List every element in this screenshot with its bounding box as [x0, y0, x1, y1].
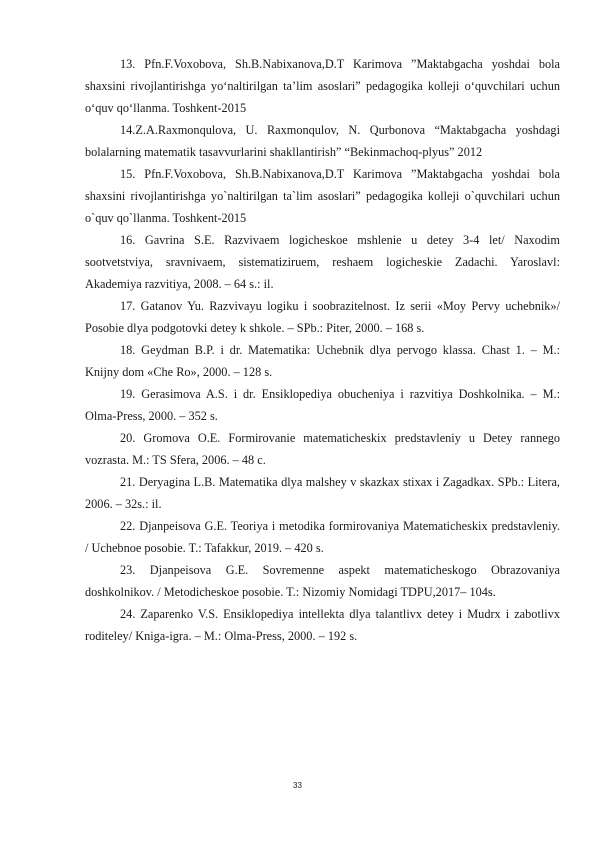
reference-item-23: 23. Djanpeisova G.E. Sovremenne aspekt matematicheskogo Obrazovaniya doshkolnikov. / Metodicheskoe posobie. T.: Nizomiy Nomidagi TDPU,2017– 104s.	[85, 563, 560, 599]
reference-item-14: 14.Z.A.Raxmonqulova, U. Raxmonqulov, N. Qurbonova “Maktabgacha yoshdagi bolalarning matematik tasavvurlarini shakllantirish” “Bekinmachoq-plyus” 2012	[85, 123, 560, 159]
reference-item-17: 17. Gatanov Yu. Razvivayu logiku i soobrazitelnost. Iz serii «Moy Pervy uchebnik»/ Posobie dlya podgotovki detey k shkole. – SPb.: Piter, 2000. – 168 s.	[85, 299, 560, 335]
reference-item-16: 16. Gavrina S.E. Razvivaem logicheskoe mshlenie u detey 3-4 let/ Naxodim sootvetstviya, sravnivaem, sistematiziruem, reshaem logicheskie Zadachi. Yaroslavl: Akademiya razvitiya, 2008. – 64 s.: il.	[85, 233, 560, 291]
reference-item-24: 24. Zaparenko V.S. Ensiklopediya intellekta dlya talantlivx detey i Mudrx i zabotlivx roditeley/ Kniga-igra. – M.: Olma-Press, 2000. – 192 s.	[85, 607, 560, 643]
reference-item-22: 22. Djanpeisova G.E. Teoriya i metodika formirovaniya Matematicheskix predstavleniy. / Uchebnoe posobie. T.: Tafakkur, 2019. – 420 s.	[85, 519, 560, 555]
reference-item-21: 21. Deryagina L.B. Matematika dlya malshey v skazkax stixax i Zagadkax. SPb.: Litera, 2006. – 32s.: il.	[85, 475, 560, 511]
reference-list	[85, 53, 560, 647]
reference-item-15: 15. Pfn.F.Voxobova, Sh.B.Nabixanova,D.T Karimova ”Maktabgacha yoshdai bola shaxsini rivojlantirishga yo`naltirilgan ta`lim asoslari” pedagogika kolleji o`quvchilari uchun o`quv qo`llanma. Toshkent-2015	[85, 167, 560, 225]
page-number: 33	[293, 781, 302, 790]
reference-item-13: 13. Pfn.F.Voxobova, Sh.B.Nabixanova,D.T Karimova ”Maktabgacha yoshdai bola shaxsini rivojlantirishga yo‘naltirilgan ta’lim asoslari” pedagogika kolleji o‘quvchilari uchun o‘quv qo‘llanma. Toshkent-2015	[85, 57, 560, 115]
reference-item-20: 20. Gromova O.E. Formirovanie matematicheskix predstavleniy u Detey rannego vozrasta. M.: TS Sfera, 2006. – 48 c.	[85, 431, 560, 467]
reference-item-18: 18. Geydman B.P. i dr. Matematika: Uchebnik dlya pervogo klassa. Chast 1. – M.: Knijny dom «Che Ro», 2000. – 128 s.	[85, 343, 560, 379]
reference-item-19: 19. Gerasimova A.S. i dr. Ensiklopediya obucheniya i razvitiya Doshkolnika. – M.: Olma-Press, 2000. – 352 s.	[85, 387, 560, 423]
